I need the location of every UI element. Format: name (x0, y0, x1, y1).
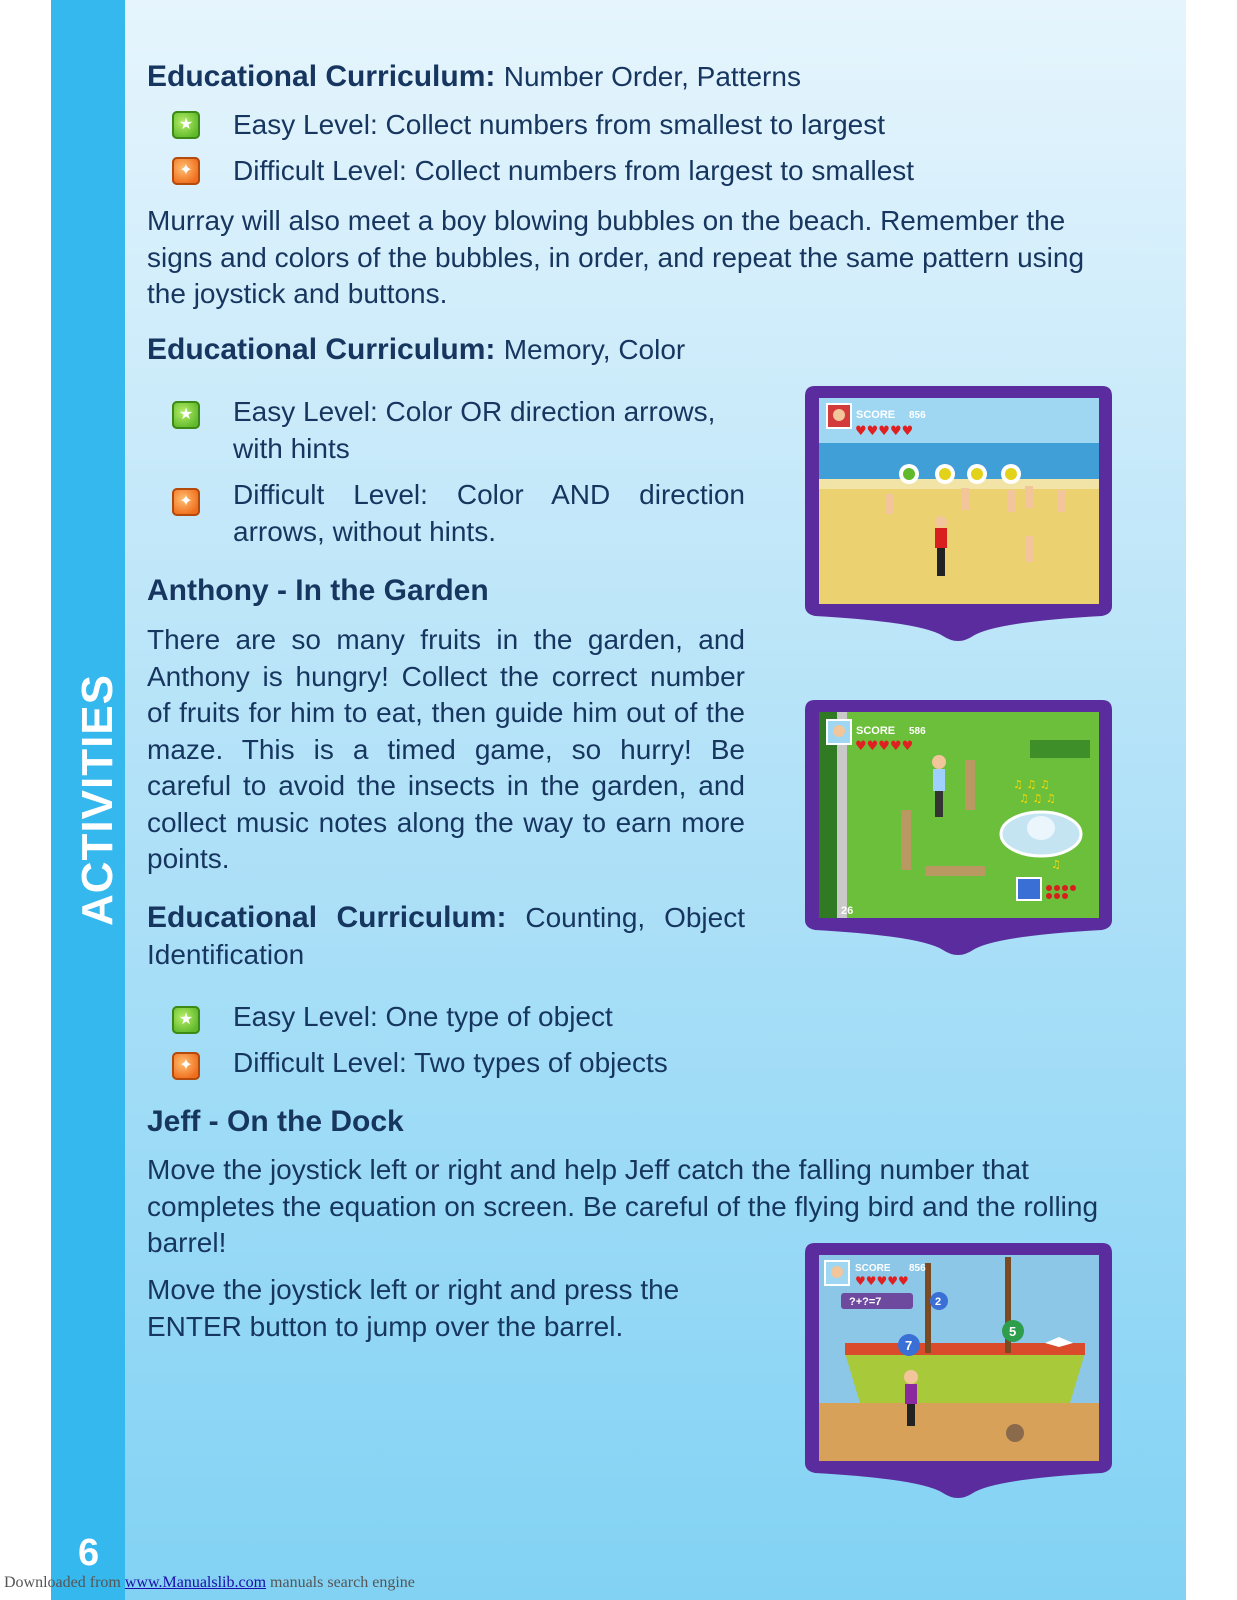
curriculum-label: Educational Curriculum: (147, 333, 496, 366)
score-label: SCORE (856, 725, 896, 737)
easy-level-text: Easy Level: One type of object (233, 1001, 613, 1032)
page-number: 6 (78, 1532, 100, 1574)
beach-game-screenshot (805, 386, 1112, 646)
orange-stars-icon: ✦ (172, 157, 200, 185)
curriculum-heading-2 (147, 333, 685, 367)
svg-text:♫ ♫ ♫: ♫ ♫ ♫ (1019, 792, 1056, 805)
orange-stars-icon: ✦ (172, 488, 200, 516)
score-value: 856 (909, 1263, 926, 1274)
number-ball: 2 (935, 1296, 942, 1308)
footer-suffix: manuals search engine (266, 1574, 415, 1591)
difficult-level-text: Difficult Level: Collect numbers from largest to smallest (233, 155, 915, 186)
score-value: 856 (909, 410, 926, 421)
green-star-icon: ★ (172, 401, 200, 429)
footer (4, 1574, 415, 1592)
svg-text:♫: ♫ (1051, 858, 1061, 871)
svg-text:♥♥♥♥♥: ♥♥♥♥♥ (855, 1274, 909, 1288)
difficult-level-text: Difficult Level: Color AND direction arrows, without hints. (233, 479, 745, 547)
section-title: ACTIVITIES (73, 673, 122, 927)
jeff-paragraph-2: Move the joystick left or right and press the ENTER button to jump over the barrel. (147, 1274, 680, 1342)
number-ball: 7 (905, 1338, 913, 1353)
green-star-icon: ★ (172, 1006, 200, 1034)
curriculum-heading-1 (147, 60, 801, 94)
jeff-heading: Jeff - On the Dock (147, 1105, 404, 1138)
sidebar (51, 0, 125, 1600)
murray-paragraph: Murray will also meet a boy blowing bubbles on the beach. Remember the signs and colors of the bubbles, in order, and repeat the same pattern using the joystick and buttons. (147, 205, 1085, 309)
curriculum-label: Educational Curriculum: (147, 60, 496, 93)
easy-level-text: Easy Level: Collect numbers from smallest to largest (233, 109, 886, 140)
jeff-paragraph-1: Move the joystick left or right and help Jeff catch the falling number that completes the equation on screen. Be careful of the flying bird and the rolling barrel! (147, 1154, 1099, 1258)
difficult-level-text: Difficult Level: Two types of objects (233, 1047, 668, 1078)
manualslib-link[interactable]: www.Manualslib.com (124, 1574, 267, 1591)
svg-text:♫ ♫ ♫: ♫ ♫ ♫ (1013, 778, 1050, 791)
curriculum-heading-3 (147, 900, 745, 973)
equation: ?+?=7 (849, 1296, 882, 1308)
garden-game-screenshot (805, 700, 1112, 960)
curriculum-topics: Counting, Object Identification (147, 902, 745, 970)
score-value: 586 (909, 726, 926, 737)
score-label: SCORE (856, 409, 896, 421)
counter: 26 (841, 905, 854, 917)
curriculum-label: Educational Curriculum: (147, 901, 507, 934)
svg-text:♥♥♥♥♥: ♥♥♥♥♥ (855, 739, 914, 754)
dock-game-screenshot (805, 1243, 1112, 1503)
hearts-icon (855, 1274, 909, 1288)
anthony-paragraph: There are so many fruits in the garden, and Anthony is hungry! Collect the correct number of fruits for him to eat, then guide him out of the maze. This is a timed game, so hurry! Be careful to avoid the insects in the garden, and collect music notes along the way to earn more points. (147, 624, 745, 874)
green-star-icon: ★ (172, 111, 200, 139)
orange-stars-icon: ✦ (172, 1052, 200, 1080)
hearts-icon (855, 739, 913, 754)
anthony-heading: Anthony - In the Garden (147, 574, 489, 607)
svg-text:♥♥♥♥♥: ♥♥♥♥♥ (855, 424, 914, 439)
curriculum-topics: Number Order, Patterns (503, 61, 801, 92)
curriculum-topics: Memory, Color (503, 334, 686, 365)
number-ball: 5 (1009, 1324, 1017, 1339)
footer-prefix: Downloaded from (4, 1574, 125, 1591)
hearts-icon (855, 424, 913, 439)
easy-level-text: Easy Level: Color OR direction arrows, with hints (233, 396, 716, 464)
score-label: SCORE (855, 1263, 891, 1274)
